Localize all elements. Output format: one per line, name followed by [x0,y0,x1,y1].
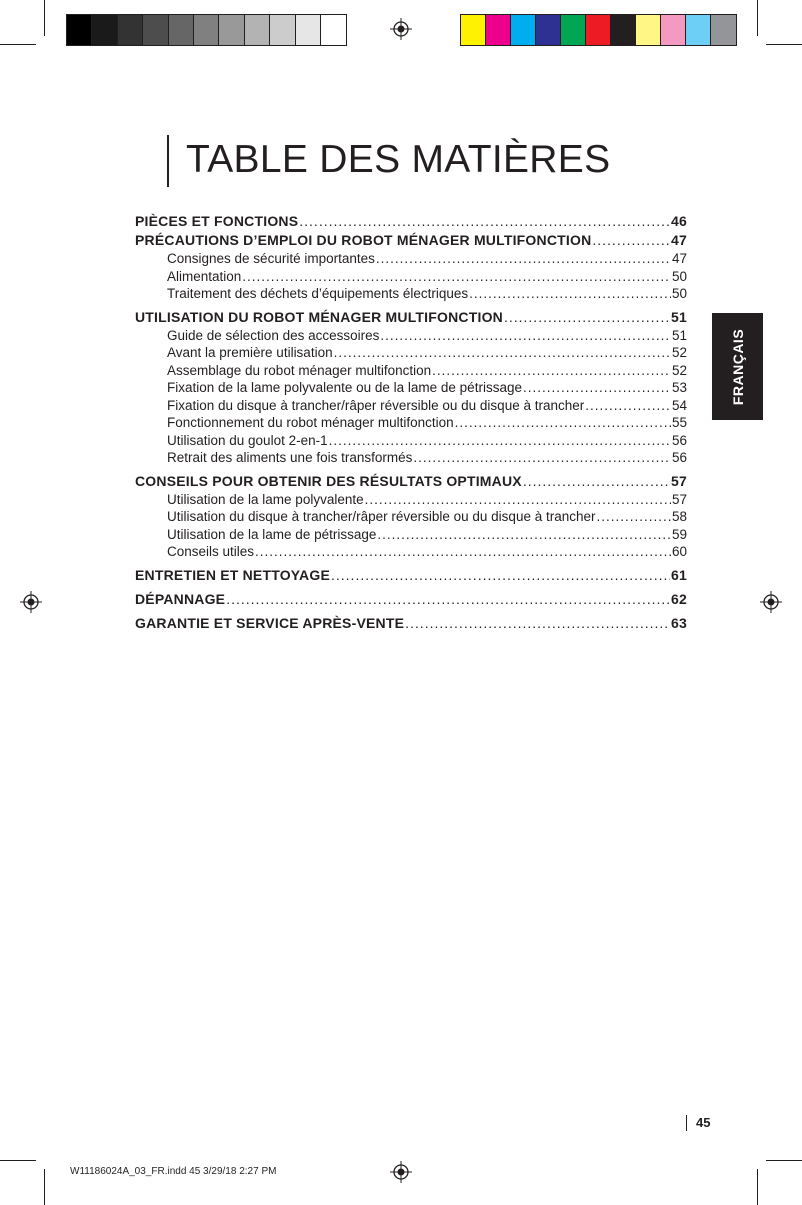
grayscale-swatch [194,15,219,45]
color-swatch [686,15,711,45]
page-number: 45 [696,1115,711,1130]
table-of-contents [135,212,687,633]
color-swatch [561,15,586,45]
toc-subsection-entry [135,285,687,303]
toc-subsection-entry [135,327,687,345]
toc-dot-leader [413,449,671,467]
title-rule [167,135,169,187]
registration-target-icon [20,591,42,613]
toc-entry-title: UTILISATION DU ROBOT MÉNAGER MULTIFONCTION [135,308,503,325]
toc-dot-leader [455,414,671,432]
toc-dot-leader [331,566,670,585]
crop-mark-top-right-horizontal [766,44,802,45]
toc-entry-page: 52 [671,345,687,360]
toc-entry-title: Assemblage du robot ménager multifonction [167,362,432,378]
toc-subsection-entry [135,344,687,362]
toc-dot-leader [597,508,671,526]
toc-entry-title: Guide de sélection des accessoires [167,327,380,343]
color-swatch [711,15,736,45]
color-calibration-bar [460,14,737,46]
crop-mark-bottom-left-horizontal [0,1160,36,1161]
toc-entry-title: Retrait des aliments une fois transformés [167,450,413,465]
grayscale-calibration-bar [66,14,347,46]
toc-dot-leader [299,212,670,231]
toc-entry-page: 51 [671,308,687,325]
toc-subsection-entry [135,250,687,268]
toc-entry-title: Fixation du disque à trancher/râper réversible ou du disque à trancher [167,397,585,413]
crop-mark-top-left-vertical [44,0,45,36]
toc-entry-page: 55 [671,415,687,430]
toc-dot-leader [523,472,670,491]
toc-section-entry [135,212,687,231]
language-tab-label: FRANÇAIS [729,328,746,405]
registration-target-icon [390,1161,412,1183]
toc-entry-page: 58 [671,509,687,524]
toc-entry-page: 47 [671,232,687,248]
toc-dot-leader [523,379,671,397]
toc-entry-title: Utilisation du disque à trancher/râper réversible ou du disque à trancher [167,509,596,524]
toc-entry-page: 51 [671,327,687,343]
toc-dot-leader [365,491,671,509]
toc-section-entry [135,590,687,609]
toc-dot-leader [329,432,671,450]
color-swatch [461,15,486,45]
toc-subsection-entry [135,449,687,467]
toc-dot-leader [504,308,670,327]
toc-dot-leader [242,268,671,286]
crop-mark-bottom-right-vertical [757,1169,758,1205]
grayscale-swatch [118,15,143,45]
registration-target-icon [390,18,412,40]
color-swatch [536,15,561,45]
crop-mark-bottom-right-horizontal [766,1160,802,1161]
toc-entry-page: 57 [671,472,687,489]
color-swatch [611,15,636,45]
toc-entry-page: 46 [671,213,687,229]
toc-dot-leader [585,397,671,415]
toc-entry-title: Utilisation du goulot 2-en-1 [167,432,328,448]
toc-subsection-entry [135,491,687,509]
toc-entry-page: 57 [671,491,687,507]
toc-subsection-entry [135,432,687,450]
toc-entry-page: 62 [671,590,687,607]
toc-subsection-entry [135,362,687,380]
toc-subsection-entry [135,379,687,397]
crop-mark-bottom-left-vertical [44,1169,45,1205]
toc-entry-title: PIÈCES ET FONCTIONS [135,213,299,229]
color-swatch [586,15,611,45]
toc-entry-page: 56 [671,450,687,465]
toc-subsection-entry [135,414,687,432]
toc-section-entry [135,231,687,250]
toc-entry-page: 53 [671,380,687,395]
toc-entry-page: 47 [671,251,687,266]
grayscale-swatch [296,15,321,45]
toc-entry-page: 56 [671,432,687,448]
toc-entry-title: CONSEILS POUR OBTENIR DES RÉSULTATS OPTIMAUX [135,472,522,489]
toc-subsection-entry [135,508,687,526]
crop-mark-top-right-vertical [757,0,758,36]
toc-entry-page: 63 [671,614,687,631]
toc-subsection-entry [135,526,687,544]
toc-entry-page: 60 [671,544,687,559]
crop-mark-top-left-horizontal [0,44,36,45]
color-swatch [486,15,511,45]
toc-subsection-entry [135,397,687,415]
grayscale-swatch [67,15,92,45]
toc-section-entry [135,472,687,491]
toc-entry-title: Utilisation de la lame polyvalente [167,491,364,507]
color-swatch [661,15,686,45]
toc-entry-page: 50 [671,268,687,284]
toc-section-entry [135,566,687,585]
toc-entry-title: GARANTIE ET SERVICE APRÈS-VENTE [135,614,405,631]
toc-entry-page: 59 [671,526,687,542]
toc-section-entry [135,614,687,633]
toc-entry-title: PRÉCAUTIONS D’EMPLOI DU ROBOT MÉNAGER MULTIFONCTION [135,232,592,248]
color-swatch [636,15,661,45]
toc-dot-leader [469,285,671,303]
toc-dot-leader [592,231,670,250]
toc-entry-page: 61 [671,566,687,583]
toc-entry-title: Consignes de sécurité importantes [167,251,375,266]
toc-dot-leader [376,250,671,268]
toc-entry-page: 50 [671,286,687,301]
toc-dot-leader [334,344,671,362]
language-tab [712,313,763,420]
toc-entry-title: Alimentation [167,268,242,284]
grayscale-swatch [245,15,270,45]
grayscale-swatch [219,15,244,45]
grayscale-swatch [270,15,295,45]
toc-subsection-entry [135,543,687,561]
toc-dot-leader [226,590,670,609]
toc-entry-title: DÉPANNAGE [135,590,226,607]
color-swatch [511,15,536,45]
grayscale-swatch [143,15,168,45]
toc-section-entry [135,308,687,327]
print-slug: W11186024A_03_FR.indd 45 3/29/18 2:27 PM [70,1166,277,1177]
toc-dot-leader [380,327,671,345]
toc-entry-title: Fixation de la lame polyvalente ou de la lame de pétrissage [167,380,522,395]
toc-entry-title: Conseils utiles [167,544,255,559]
toc-dot-leader [405,614,670,633]
registration-target-icon [760,591,782,613]
toc-entry-title: ENTRETIEN ET NETTOYAGE [135,566,330,583]
toc-entry-page: 54 [671,397,687,413]
grayscale-swatch [169,15,194,45]
toc-entry-title: Utilisation de la lame de pétrissage [167,526,377,542]
toc-entry-title: Traitement des déchets d’équipements électriques [167,286,469,301]
toc-dot-leader [377,526,671,544]
toc-dot-leader [432,362,671,380]
toc-entry-title: Fonctionnement du robot ménager multifonction [167,415,454,430]
page-number-rule [686,1115,687,1131]
toc-dot-leader [255,543,671,561]
toc-subsection-entry [135,268,687,286]
page-title: TABLE DES MATIÈRES [186,138,611,181]
grayscale-swatch [92,15,117,45]
grayscale-swatch [321,15,346,45]
toc-entry-page: 52 [671,362,687,378]
toc-entry-title: Avant la première utilisation [167,345,333,360]
